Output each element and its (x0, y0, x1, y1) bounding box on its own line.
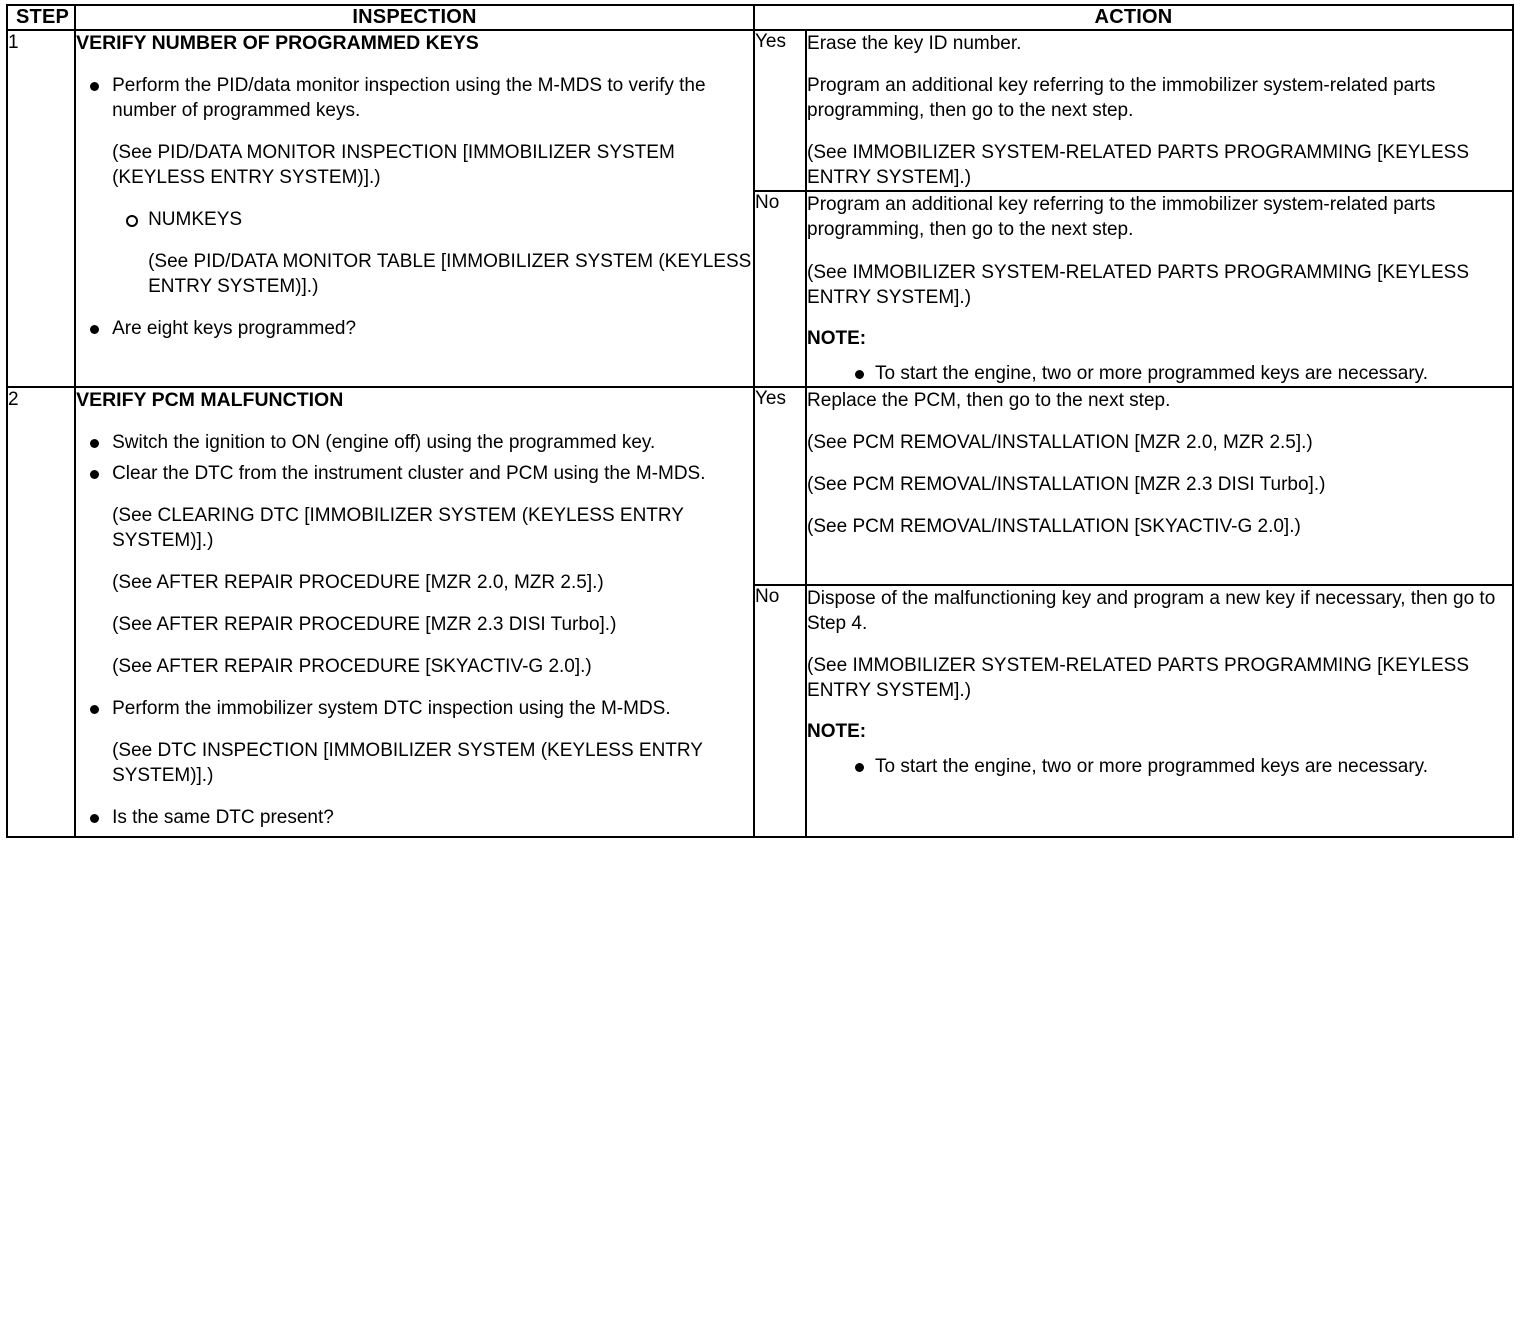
action-cell-yes (806, 30, 1513, 191)
header-action: ACTION (754, 5, 1513, 30)
inspection-cell (75, 30, 754, 387)
answer-label-yes: Yes (754, 387, 806, 585)
bullet-text: Perform the PID/data monitor inspection using the M-MDS to verify the number of programmed keys. (112, 74, 706, 121)
list-item (76, 461, 753, 679)
bullet-text: Perform the immobilizer system DTC inspection using the M-MDS. (112, 698, 671, 720)
note-list (843, 754, 1512, 779)
action-text: Program an additional key referring to the immobilizer system-related parts programming, then go to the next step. (807, 194, 1436, 241)
reference-text: (See DTC INSPECTION [IMMOBILIZER SYSTEM (KEYLESS ENTRY SYSTEM)].) (112, 740, 703, 787)
reference-text: (See AFTER REPAIR PROCEDURE [MZR 2.3 DISI Turbo].) (112, 613, 617, 635)
action-text: Dispose of the malfunctioning key and program a new key if necessary, then go to Step 4. (807, 587, 1496, 634)
reference-text: (See CLEARING DTC [IMMOBILIZER SYSTEM (KEYLESS ENTRY SYSTEM)].) (112, 504, 684, 551)
list-item (76, 430, 753, 455)
bullet-text: Switch the ignition to ON (engine off) using the programmed key. (112, 431, 656, 453)
bullet-text: Is the same DTC present? (112, 807, 334, 829)
list-item (76, 696, 753, 788)
reference-text: (See IMMOBILIZER SYSTEM-RELATED PARTS PROGRAMMING [KEYLESS ENTRY SYSTEM].) (807, 142, 1469, 189)
note-label: NOTE: (807, 721, 867, 743)
action-cell-yes (806, 387, 1513, 585)
inspection-title: VERIFY NUMBER OF PROGRAMMED KEYS (76, 32, 479, 54)
reference-text: (See PCM REMOVAL/INSTALLATION [MZR 2.3 DISI Turbo].) (807, 474, 1326, 496)
answer-label-no: No (754, 585, 806, 838)
table-header-row (7, 5, 1513, 30)
step-number: 1 (7, 30, 75, 387)
inspection-title: VERIFY PCM MALFUNCTION (76, 388, 344, 411)
table-row (7, 30, 1513, 191)
list-item (76, 73, 753, 300)
action-cell-no (806, 191, 1513, 386)
inspection-bullet-list (76, 73, 753, 342)
reference-text: (See PCM REMOVAL/INSTALLATION [MZR 2.0, MZR 2.5].) (807, 431, 1313, 453)
diagnostic-table (6, 4, 1514, 838)
inspection-cell (75, 387, 754, 838)
header-step: STEP (7, 5, 75, 30)
note-label: NOTE: (807, 327, 867, 349)
reference-text: (See AFTER REPAIR PROCEDURE [SKYACTIV-G 2.0].) (112, 656, 592, 678)
list-item: To start the engine, two or more programmed keys are necessary. (843, 754, 1512, 779)
list-item (76, 316, 753, 341)
reference-text: (See IMMOBILIZER SYSTEM-RELATED PARTS PROGRAMMING [KEYLESS ENTRY SYSTEM].) (807, 655, 1469, 702)
action-cell-no (806, 585, 1513, 838)
reference-text: (See PCM REMOVAL/INSTALLATION [SKYACTIV-G 2.0].) (807, 516, 1301, 538)
action-text: Replace the PCM, then go to the next step. (807, 389, 1171, 411)
reference-text: (See AFTER REPAIR PROCEDURE [MZR 2.0, MZR 2.5].) (112, 571, 604, 593)
subbullet-text: NUMKEYS (148, 209, 243, 231)
reference-text: (See PID/DATA MONITOR INSPECTION [IMMOBILIZER SYSTEM (KEYLESS ENTRY SYSTEM)].) (112, 141, 675, 188)
note-list (843, 361, 1512, 386)
answer-label-yes: Yes (754, 30, 806, 191)
inspection-subbullet-list (112, 207, 753, 299)
reference-text: (See PID/DATA MONITOR TABLE [IMMOBILIZER SYSTEM (KEYLESS ENTRY SYSTEM)].) (148, 251, 752, 298)
step-number: 2 (7, 387, 75, 838)
answer-label-no: No (754, 191, 806, 386)
reference-text: (See IMMOBILIZER SYSTEM-RELATED PARTS PROGRAMMING [KEYLESS ENTRY SYSTEM].) (807, 261, 1469, 308)
action-text: Erase the key ID number. (807, 33, 1022, 54)
inspection-bullet-list (76, 430, 753, 831)
table-row (7, 387, 1513, 585)
bullet-text: Are eight keys programmed? (112, 318, 357, 340)
header-inspection: INSPECTION (75, 5, 754, 30)
list-item (112, 207, 753, 299)
action-text: Program an additional key referring to the immobilizer system-related parts programming, then go to the next step. (807, 75, 1436, 122)
bullet-text: Clear the DTC from the instrument cluster and PCM using the M-MDS. (112, 462, 706, 484)
list-item (76, 805, 753, 830)
list-item: To start the engine, two or more programmed keys are necessary. (843, 361, 1512, 386)
